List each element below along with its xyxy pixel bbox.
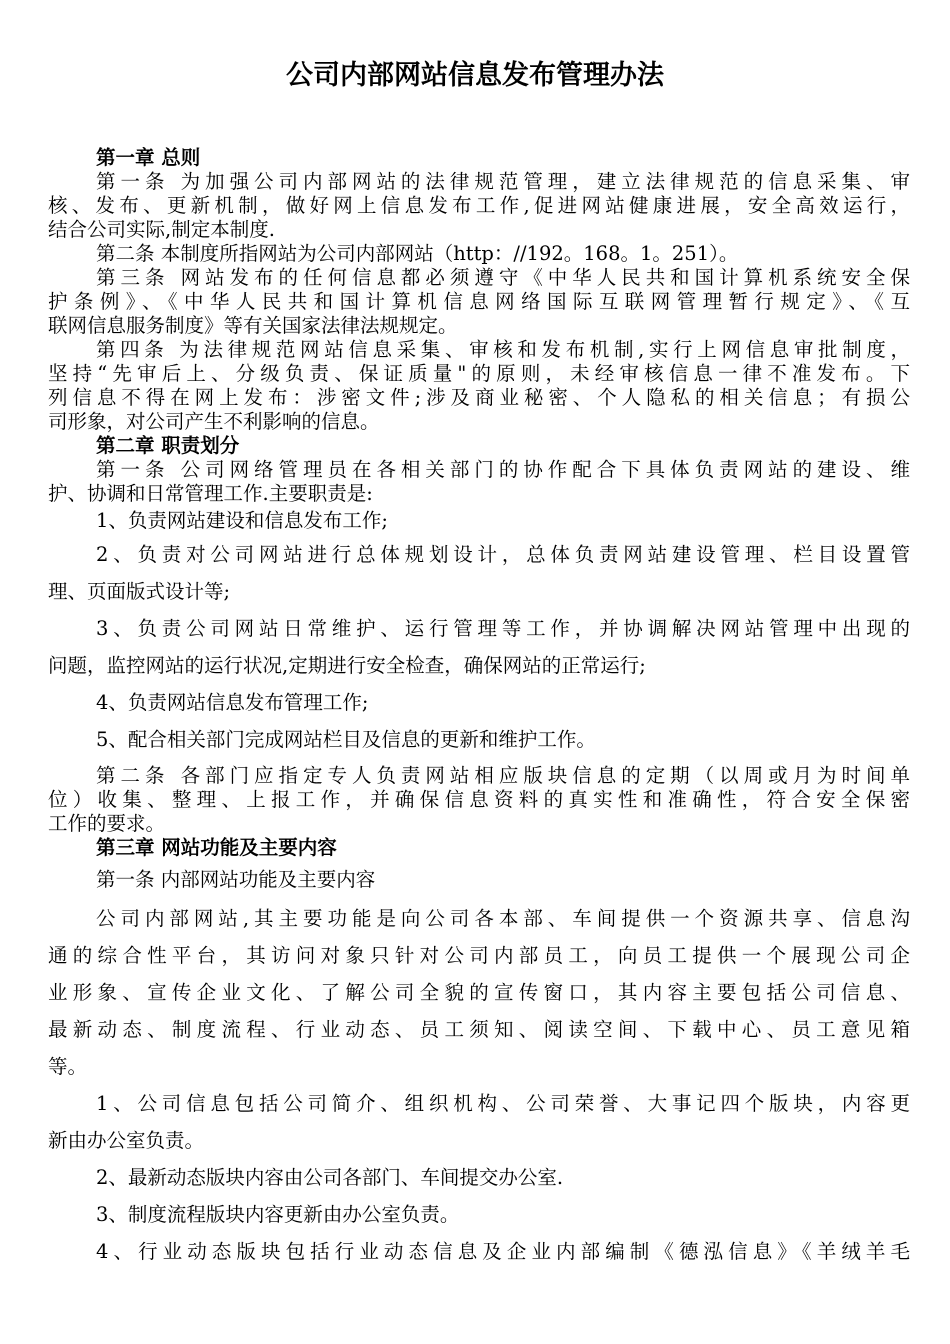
chapter-1-heading: 第一章 总则 xyxy=(96,146,201,169)
ch1-article-1-line: 核、发布、更新机制，做好网上信息发布工作,促进网站健康进展，安全高效运行， xyxy=(48,194,910,217)
ch1-article-4-line: 第四条 为法律规范网站信息采集、审核和发布机制,实行上网信息审批制度， xyxy=(96,338,910,361)
ch1-article-4-line: 列信息不得在网上发布：涉密文件;涉及商业秘密、个人隐私的相关信息；有损公 xyxy=(48,386,910,409)
content-item-4-line: 4、行业动态版块包括行业动态信息及企业内部编制《德泓信息》《羊绒羊毛 xyxy=(96,1240,910,1263)
ch1-article-1-line: 第一条 为加强公司内部网站的法律规范管理，建立法律规范的信息采集、审 xyxy=(96,170,910,193)
ch2-article-1-line: 护、协调和日常管理工作.主要职责是: xyxy=(48,482,373,505)
ch1-article-3-line: 护条例》、《中华人民共和国计算机信息网络国际互联网管理暂行规定》、《互 xyxy=(48,290,910,313)
chapter-3-heading: 第三章 网站功能及主要内容 xyxy=(96,836,337,859)
document-body xyxy=(48,146,910,1270)
chapter-2-heading: 第二章 职责划分 xyxy=(96,434,240,457)
ch3-intro-line: 最新动态、制度流程、行业动态、员工须知、阅读空间、下载中心、员工意见箱 xyxy=(48,1018,910,1041)
document-title: 公司内部网站信息发布管理办法 xyxy=(286,60,664,91)
ch1-article-3-line: 联网信息服务制度》等有关国家法律法规规定。 xyxy=(48,314,458,337)
ch3-intro-line: 业形象、宣传企业文化、了解公司全貌的宣传窗口，其内容主要包括公司信息、 xyxy=(48,981,910,1004)
ch1-article-4-line: 司形象，对公司产生不利影响的信息。 xyxy=(48,410,380,433)
content-item-1-line: 新由办公室负责。 xyxy=(48,1129,205,1152)
ch3-intro-line: 通的综合性平台，其访问对象只针对公司内部员工，向员工提供一个展现公司企 xyxy=(48,944,910,967)
duty-item-5: 5、配合相关部门完成网站栏目及信息的更新和维护工作。 xyxy=(96,728,596,751)
ch2-article-2-line: 第二条 各部门应指定专人负责网站相应版块信息的定期（以周或月为时间单 xyxy=(96,764,910,787)
content-item-3: 3、制度流程版块内容更新由办公室负责。 xyxy=(96,1203,460,1226)
duty-item-4: 4、负责网站信息发布管理工作; xyxy=(96,691,369,714)
ch3-intro-line: 公司内部网站,其主要功能是向公司各本部、车间提供一个资源共享、信息沟 xyxy=(96,907,910,930)
ch1-article-3-line: 第三条 网站发布的任何信息都必须遵守《中华人民共和国计算机系统安全保 xyxy=(96,266,910,289)
ch1-article-4-line: 坚持“先审后上、分级负责、保证质量"的原则，未经审核信息一律不准发布。下 xyxy=(48,362,910,385)
duty-item-2-line: 2、负责对公司网站进行总体规划设计，总体负责网站建设管理、栏目设置管 xyxy=(96,543,910,566)
duty-item-2-line: 理、页面版式设计等; xyxy=(48,580,231,603)
duty-item-1: 1、负责网站建设和信息发布工作; xyxy=(96,509,388,532)
duty-item-3-line: 3、负责公司网站日常维护、运行管理等工作，并协调解决网站管理中出现的 xyxy=(96,617,910,640)
ch2-article-2-line: 工作的要求。 xyxy=(48,812,166,835)
ch3-article-1: 第一条 内部网站功能及主要内容 xyxy=(96,868,376,891)
ch2-article-2-line: 位）收集、整理、上报工作，并确保信息资料的真实性和准确性，符合安全保密 xyxy=(48,788,910,811)
ch1-article-1-line: 结合公司实际,制定本制度. xyxy=(48,218,275,241)
ch3-intro-line: 等。 xyxy=(48,1055,88,1078)
content-item-1-line: 1、公司信息包括公司简介、组织机构、公司荣誉、大事记四个版块，内容更 xyxy=(96,1092,910,1115)
duty-item-3-line: 问题，监控网站的运行状况,定期进行安全检查，确保网站的正常运行; xyxy=(48,654,646,677)
ch2-article-1-line: 第一条 公司网络管理员在各相关部门的协作配合下具体负责网站的建设、维 xyxy=(96,458,910,481)
ch1-article-2-line: 第二条 本制度所指网站为公司内部网站（http：//192。168。1。251）。 xyxy=(96,242,739,265)
content-item-2: 2、最新动态版块内容由公司各部门、车间提交办公室. xyxy=(96,1166,564,1189)
